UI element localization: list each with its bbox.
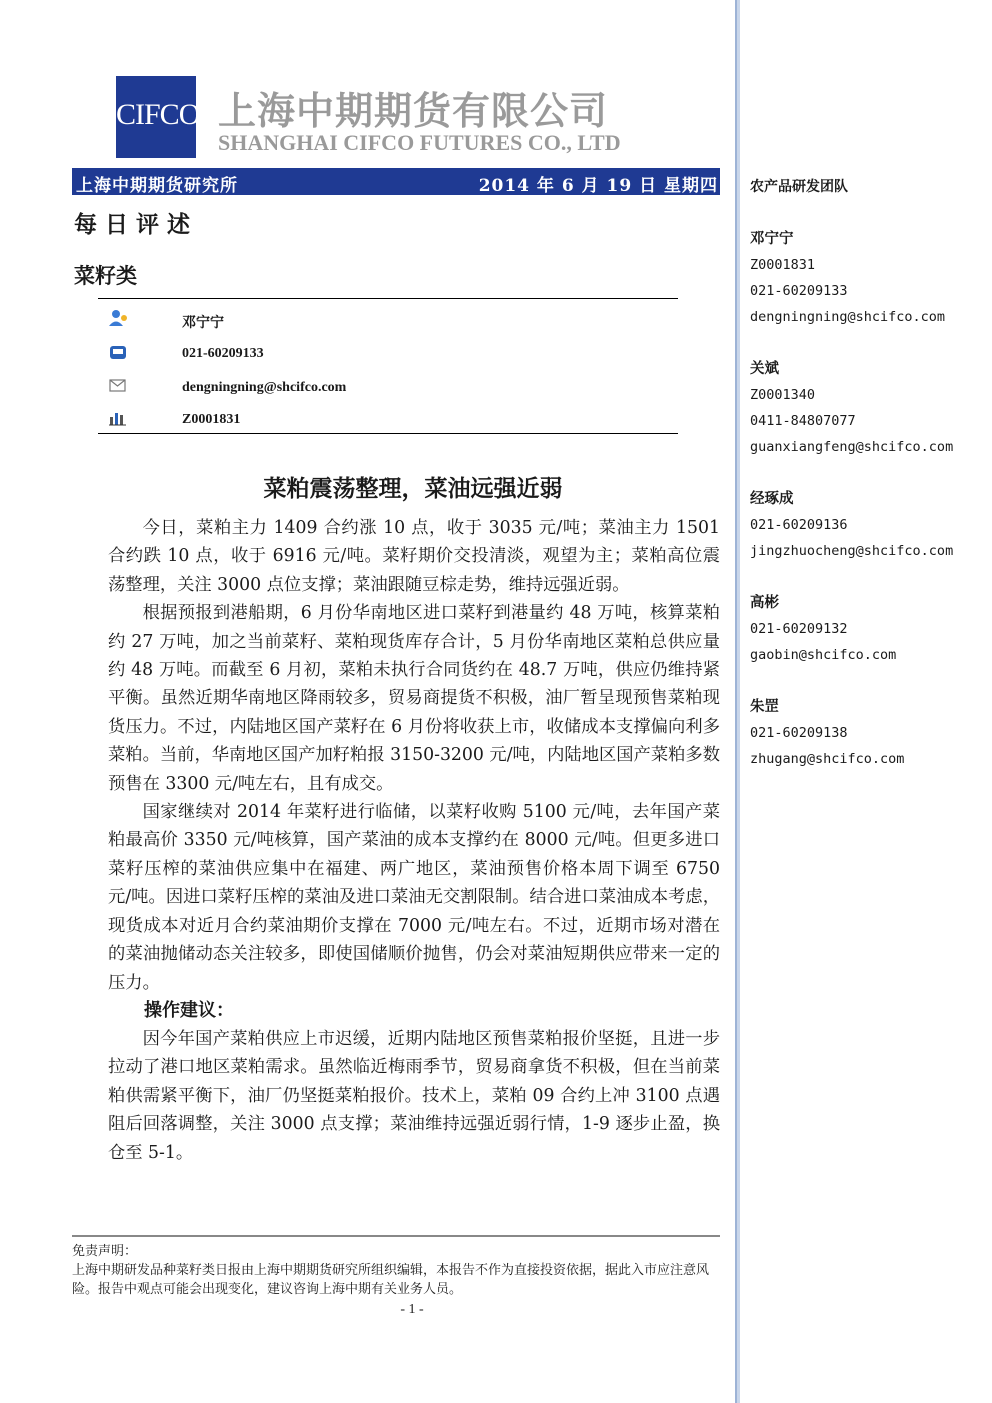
article-body [108,514,720,1167]
contact-name: 关斌 [750,361,779,377]
author-phone: 021-60209133 [182,346,264,361]
contact-card [750,590,990,668]
user-icon [108,309,130,327]
contact-name: 邓宁宁 [750,231,794,247]
author-info-box [98,298,678,434]
section-daily-title: 每日评述 [74,211,198,238]
contact-card [750,226,990,330]
article-title: 菜粕震荡整理，菜油远强近弱 [263,476,563,502]
page-number: - 1 - [400,1302,424,1317]
disclaimer-title: 免责声明： [72,1244,138,1259]
company-logo-mark [116,76,200,158]
contact-email[interactable]: zhugang@shcifco.com [750,751,905,767]
contact-email[interactable]: gaobin@shcifco.com [750,647,897,663]
contact-card [750,486,990,564]
team-sidebar [735,0,992,1403]
contact-license: Z0001340 [750,387,816,403]
report-date: 2014 年 6 月 19 日 星期四 [478,176,718,196]
contact-phone: 021-60209138 [750,725,848,741]
contact-email[interactable]: guanxiangfeng@shcifco.com [750,439,954,455]
article-paragraph: 根据预报到港船期，6 月份华南地区进口菜籽到港量约 48 万吨，核算菜粕约 27 万吨，加之当前菜籽、菜粕现货库存合计，5 月份华南地区菜粕总供应量约 48 万吨。而截至 6 月初，菜粕未执行合同货约在 48.7 万吨，供应仍维持紧平衡。虽然近期华南地区降雨较多，贸易商提货不积极，油厂暂呈现预售菜粕现货压力。不过，内陆地区国产菜籽在 6 月份将收获上市，收储成本支撑偏向利多菜粕。当前，华南地区国产加籽粕报 3150-3200 元/吨，内陆地区国产菜粕多数预售在 3300 元/吨左右，且有成交。 [108,603,720,794]
author-email[interactable]: dengningning@shcifco.com [182,380,347,395]
author-license: Z0001831 [182,412,241,427]
advice-heading: 操作建议： [144,999,234,1021]
article-paragraph: 国家继续对 2014 年菜籽进行临储，以菜籽收购 5100 元/吨，去年国产菜粕最高价 3350 元/吨核算，国产菜油的成本支撑约在 8000 元/吨。但更多进口菜籽压榨的菜油供应集中在福建、两广地区，菜油预售价格本周下调至 6750 元/吨。因进口菜籽压榨的菜油及进口菜油无交割限制。结合进口菜油成本考虑，现货成本对近月合约菜油期价支撑在 7000 元/吨左右。不过，近期市场对潜在的菜油抛储动态关注较多，即使国储顺价抛售，仍会对菜油短期供应带来一定的压力。 [108,802,720,993]
section-category: 菜籽类 [74,263,137,288]
contact-name: 朱罡 [750,699,779,715]
disclaimer [72,1242,720,1299]
author-license-row [98,407,678,437]
contact-phone: 021-60209132 [750,621,848,637]
chart-icon [108,409,130,427]
contact-email[interactable]: dengningning@shcifco.com [750,309,946,325]
disclaimer-divider [72,1235,720,1237]
contact-phone: 0411-84807077 [750,413,856,429]
report-header-bar [72,168,720,195]
author-name: 邓宁宁 [182,316,224,331]
article-paragraph: 今日，菜粕主力 1409 合约涨 10 点，收于 3035 元/吨；菜油主力 1501 合约跌 10 点，收于 6916 元/吨。菜籽期价交投清淡，观望为主；菜粕高位震荡整理，关注 3000 点位支撑；菜油跟随豆棕走势，维持远强近弱。 [108,518,720,595]
disclaimer-text: 上海中期研发品种菜籽类日报由上海中期期货研究所组织编辑，本报告不作为直接投资依据，据此入市应注意风险。报告中观点可能会出现变化，建议咨询上海中期有关业务人员。 [72,1263,710,1297]
contact-license: Z0001831 [750,257,816,273]
contact-card [750,694,990,772]
author-name-row [98,307,678,337]
contact-phone: 021-60209136 [750,517,848,533]
contact-card [750,356,990,460]
contact-name: 经琢成 [750,491,794,507]
contact-email[interactable]: jingzhuocheng@shcifco.com [750,543,954,559]
institute-name: 上海中期期货研究所 [76,176,238,196]
company-name-en: SHANGHAI CIFCO FUTURES CO., LTD [218,130,621,155]
phone-icon [108,343,130,361]
contact-name: 高彬 [750,595,779,611]
company-name-cn: 上海中期期货有限公司 [218,89,609,133]
contact-phone: 021-60209133 [750,283,848,299]
author-email-row [98,375,678,405]
mail-icon [108,377,130,395]
team-title: 农产品研发团队 [750,179,848,195]
advice-paragraph: 因今年国产菜粕供应上市迟缓，近期内陆地区预售菜粕报价坚挺，且进一步拉动了港口地区菜粕需求。虽然临近梅雨季节，贸易商拿货不积极，但在当前菜粕供需紧平衡下，油厂仍坚挺菜粕报价。技术上，菜粕 09 合约上冲 3100 点遇阻后回落调整，关注 3000 点支撑；菜油维持远强近弱行情，1-9 逐步止盈，换仓至 5-1。 [108,1028,720,1163]
author-phone-row [98,341,678,371]
logo-mark-text: CIFCO [116,98,200,131]
